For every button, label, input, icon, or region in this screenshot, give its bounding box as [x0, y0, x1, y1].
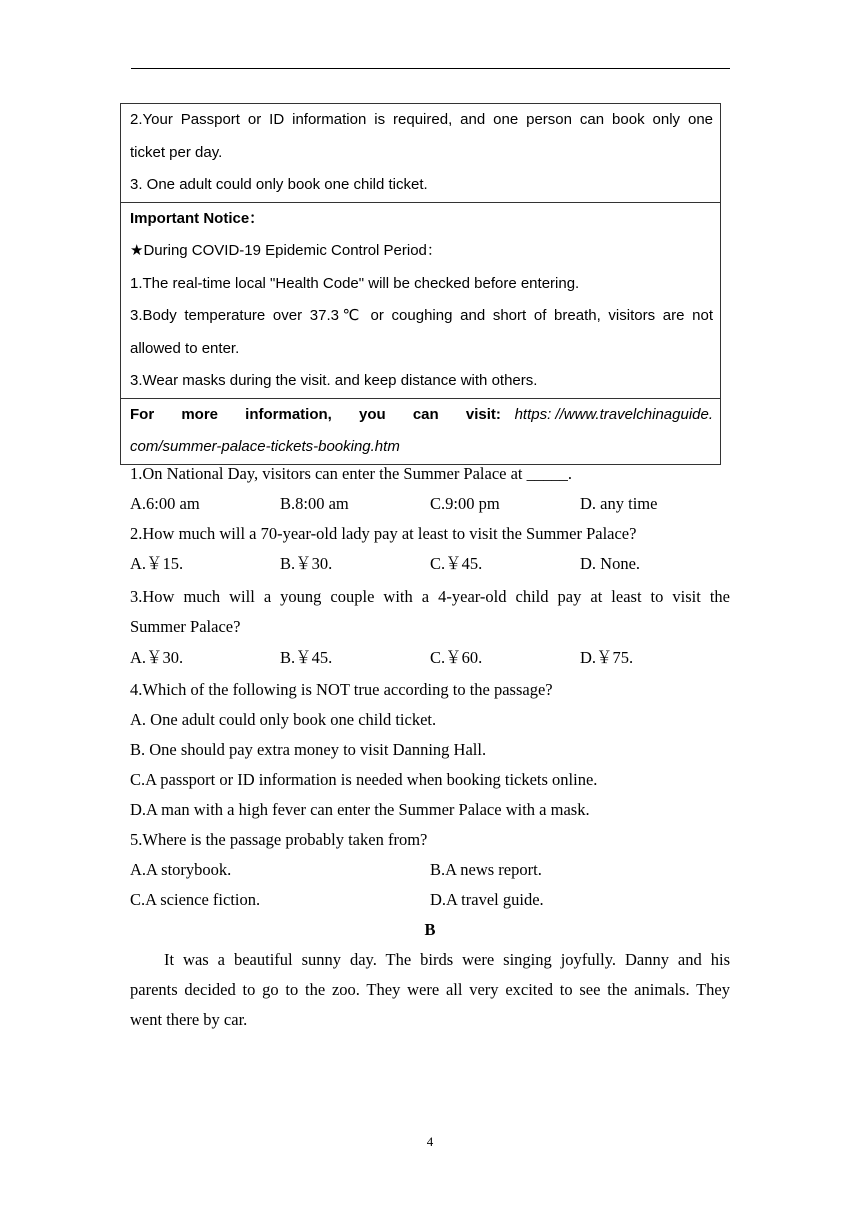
question-3: 3.How much will a young couple with a 4-year-old child pay at least to visit the [130, 587, 730, 606]
passage-line-3: went there by car. [130, 1010, 248, 1029]
more-info-line [130, 399, 713, 432]
q2-option-b: B.￥30. [280, 554, 333, 573]
table-line: 3.Wear masks during the visit. and keep distance with others. [130, 372, 538, 389]
question-3-cont: Summer Palace? [130, 617, 241, 636]
page-number: 4 [426, 1134, 434, 1149]
url-link[interactable]: https: //www.travelchinaguide. [514, 405, 713, 423]
q3-option-d: D.￥75. [580, 648, 634, 667]
q4-option-c: C.A passport or ID information is needed when booking tickets online. [130, 770, 598, 789]
table-line: allowed to enter. [130, 339, 240, 357]
more-info-cell [121, 399, 720, 464]
q5-option-d: D.A travel guide. [430, 890, 544, 909]
more-info-label: For more information, you can visit: [130, 405, 501, 423]
q2-option-c: C.￥45. [430, 554, 483, 573]
question-1: 1.On National Day, visitors can enter the Summer Palace at _____. [130, 464, 573, 483]
q5-option-a: A.A storybook. [130, 860, 232, 879]
q2-option-d: D. None. [580, 554, 641, 573]
booking-rules-cell [121, 104, 720, 203]
question-2: 2.How much will a 70-year-old lady pay at least to visit the Summer Palace? [130, 524, 637, 543]
notice-table [120, 103, 721, 465]
header-rule [131, 68, 730, 69]
q4-option-a: A. One adult could only book one child ticket. [130, 710, 437, 729]
notice-heading: Important Notice： [130, 209, 265, 227]
url-link-continued[interactable]: com/summer-palace-tickets-booking.htm [130, 438, 400, 455]
q1-option-a: A.6:00 am [130, 494, 200, 513]
question-5: 5.Where is the passage probably taken from? [130, 830, 428, 849]
passage-line-1: It was a beautiful sunny day. The birds were singing joyfully. Danny and his [164, 950, 730, 969]
question-4: 4.Which of the following is NOT true according to the passage? [130, 680, 553, 699]
table-line: 2.Your Passport or ID information is required, and one person can book only one [130, 111, 713, 128]
q1-option-d: D. any time [580, 494, 658, 513]
q3-option-c: C.￥60. [430, 648, 483, 667]
q3-option-a: A.￥30. [130, 648, 184, 667]
q2-option-a: A.￥15. [130, 554, 184, 573]
q1-option-b: B.8:00 am [280, 494, 349, 513]
q4-option-d: D.A man with a high fever can enter the Summer Palace with a mask. [130, 800, 590, 819]
q5-option-b: B.A news report. [430, 860, 542, 879]
q1-option-c: C.9:00 pm [430, 494, 500, 513]
table-line: 1.The real-time local "Health Code" will be checked before entering. [130, 274, 580, 292]
important-notice-cell [121, 203, 720, 399]
section-b-heading: B [424, 920, 436, 939]
table-line: 3. One adult could only book one child ticket. [130, 176, 428, 193]
table-line: 3.Body temperature over 37.3℃ or coughing and short of breath, visitors are not [130, 307, 713, 324]
q3-option-b: B.￥45. [280, 648, 333, 667]
q5-option-c: C.A science fiction. [130, 890, 261, 909]
q4-option-b: B. One should pay extra money to visit Danning Hall. [130, 740, 487, 759]
passage-line-2: parents decided to go to the zoo. They were all very excited to see the animals. They [130, 980, 730, 999]
table-line: ★During COVID-19 Epidemic Control Period： [130, 242, 442, 259]
table-line: ticket per day. [130, 143, 223, 161]
